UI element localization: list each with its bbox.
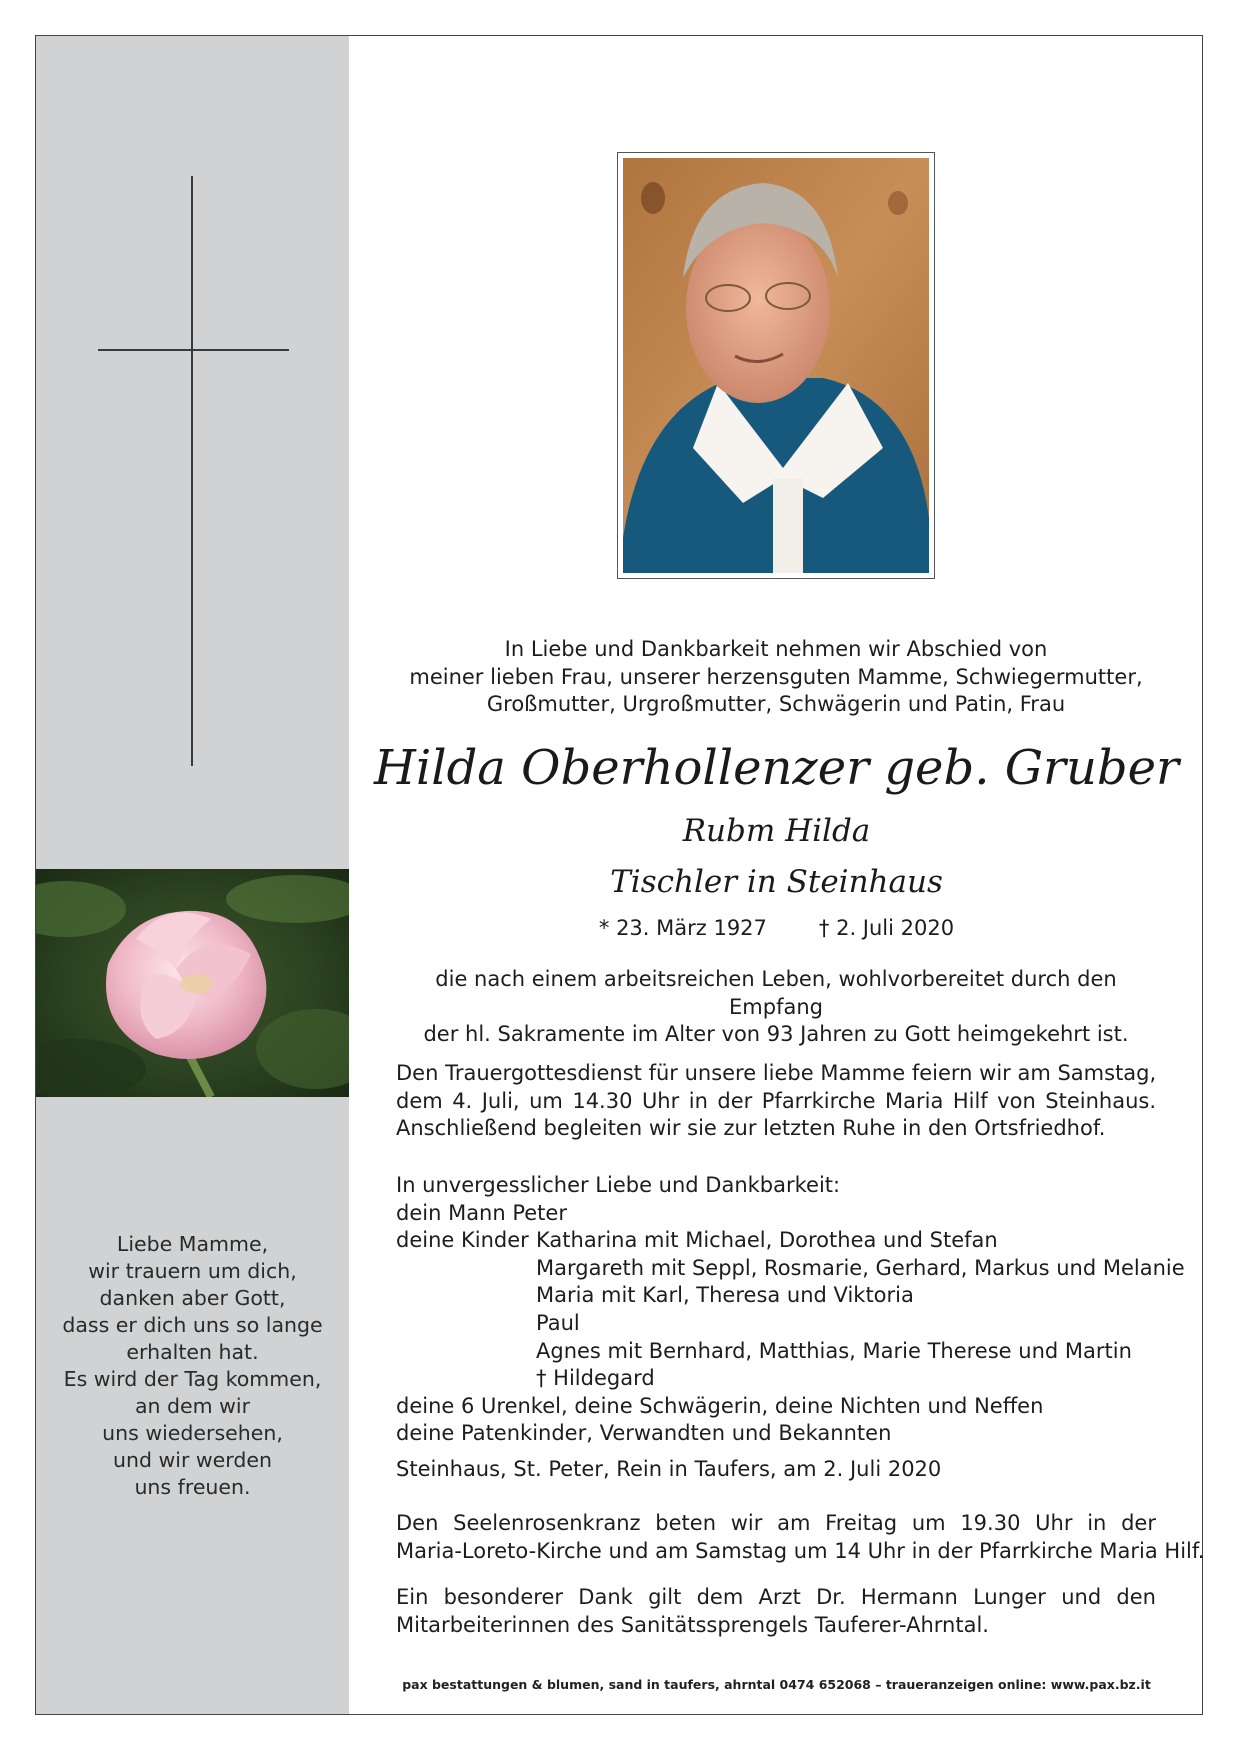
poem-line: erhalten hat. xyxy=(126,1340,259,1364)
children-block xyxy=(396,1227,1185,1393)
child-entry: Katharina mit Michael, Dorothea und Stefan xyxy=(536,1228,998,1253)
footer-imprint: pax bestattungen & blumen, sand in taufers, ahrntal 0474 652068 – traueranzeigen online: www.pax.bz.it xyxy=(402,1677,1151,1692)
intro-line: Großmutter, Urgroßmutter, Schwägerin und Patin, Frau xyxy=(486,692,1066,717)
poem xyxy=(36,1231,349,1501)
text-line: Den Seelenrosenkranz beten wir am Freitag um 19.30 Uhr in der xyxy=(396,1511,1156,1535)
house-name: Tischler in Steinhaus xyxy=(610,864,943,900)
text-line: der hl. Sakramente im Alter von 93 Jahren zu Gott heimgekehrt ist. xyxy=(423,1022,1129,1047)
child-entry: Margareth mit Seppl, Rosmarie, Gerhard, Markus und Melanie xyxy=(536,1255,1185,1280)
poem-line: uns freuen. xyxy=(134,1475,251,1499)
left-sidebar xyxy=(36,36,349,1714)
text-line: Den Trauergottesdienst für unsere liebe Mamme feiern wir am Samstag, xyxy=(396,1061,1157,1085)
child-entry: † Hildegard xyxy=(536,1366,655,1391)
text-line: Mitarbeiterinnen des Sanitätssprengels Tauferer-Ahrntal. xyxy=(396,1612,989,1637)
children-label: deine Kinder xyxy=(396,1228,529,1253)
intro-line: In Liebe und Dankbarkeit nehmen wir Abschied von xyxy=(504,637,1048,661)
poem-line: danken aber Gott, xyxy=(99,1286,286,1310)
family-heading: In unvergesslicher Liebe und Dankbarkeit: xyxy=(396,1173,841,1197)
deceased-name: Hilda Oberhollenzer geb. Gruber xyxy=(374,740,1179,796)
poem-line: dass er dich uns so lange xyxy=(62,1313,323,1337)
child-entry: Maria mit Karl, Theresa und Viktoria xyxy=(536,1283,914,1308)
poem-line: und wir werden xyxy=(113,1448,272,1472)
funeral-paragraph xyxy=(396,1060,1156,1143)
rosary-paragraph xyxy=(396,1510,1205,1565)
children-list xyxy=(536,1227,1185,1393)
poem-line: an dem wir xyxy=(134,1394,251,1418)
birth-date: * 23. März 1927 xyxy=(598,916,767,940)
intro-line: meiner lieben Frau, unserer herzensguten Mamme, Schwiegermutter, xyxy=(409,664,1143,689)
text-line: Anschließend begleiten wir sie zur letzten Ruhe in den Ortsfriedhof. xyxy=(396,1116,1106,1141)
child-entry: Paul xyxy=(536,1310,580,1335)
family-line: deine Patenkinder, Verwandten und Bekannten xyxy=(396,1421,892,1446)
cross-icon xyxy=(191,176,193,766)
thanks-paragraph xyxy=(396,1584,1156,1639)
portrait-photo xyxy=(617,152,935,579)
family-list xyxy=(396,1172,1185,1448)
tulip-image xyxy=(36,869,349,1097)
poem-line: Liebe Mamme, xyxy=(116,1232,269,1256)
text-line: Maria-Loreto-Kirche und am Samstag um 14 Uhr in der Pfarrkirche Maria Hilf. xyxy=(396,1538,1205,1563)
poem-line: uns wiedersehen, xyxy=(102,1421,283,1445)
poem-line: Es wird der Tag kommen, xyxy=(63,1367,322,1391)
text-line: die nach einem arbeitsreichen Leben, wohlvorbereitet durch den Empfang xyxy=(435,967,1117,1019)
text-line: dem 4. Juli, um 14.30 Uhr in der Pfarrkirche Maria Hilf von Steinhaus. xyxy=(396,1088,1156,1113)
passing-paragraph xyxy=(396,966,1156,1049)
text-line: Ein besonderer Dank gilt dem Arzt Dr. Hermann Lunger und den xyxy=(396,1585,1156,1609)
poem-line: wir trauern um dich, xyxy=(88,1259,297,1283)
obituary-card xyxy=(35,35,1203,1715)
nickname: Rubm Hilda xyxy=(682,813,871,849)
location-date: Steinhaus, St. Peter, Rein in Taufers, am 2. Juli 2020 xyxy=(396,1457,942,1481)
death-date: † 2. Juli 2020 xyxy=(818,916,955,940)
life-dates xyxy=(349,914,1204,942)
family-line: deine 6 Urenkel, deine Schwägerin, deine Nichten und Neffen xyxy=(396,1393,1044,1418)
intro-text xyxy=(396,636,1156,719)
family-husband: dein Mann Peter xyxy=(396,1200,567,1225)
cross-bar xyxy=(98,349,289,351)
child-entry: Agnes mit Bernhard, Matthias, Marie Therese und Martin xyxy=(536,1338,1132,1363)
